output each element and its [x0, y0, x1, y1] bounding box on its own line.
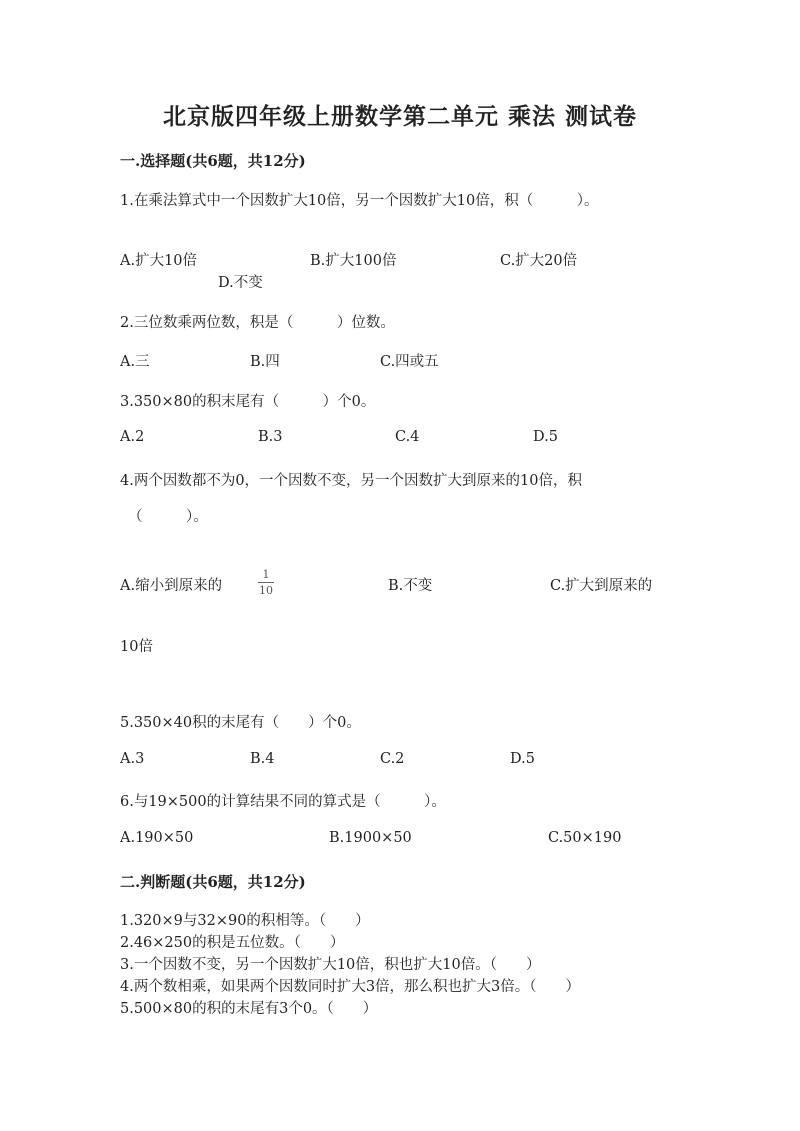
q2-option-b: B.四 [250, 354, 280, 370]
question-3: 3.350×80的积末尾有（ ）个0。 [120, 394, 376, 410]
tf-item-4: 4.两个数相乘，如果两个因数同时扩大3倍，那么积也扩大3倍。（ ） [120, 979, 581, 995]
fraction-numerator: 1 [262, 568, 270, 581]
q6-option-c: C.50×190 [548, 830, 622, 846]
q5-option-c: C.2 [380, 751, 405, 767]
tf-item-5: 5.500×80的积的末尾有3个0。（ ） [120, 1001, 378, 1017]
q1-option-d: D.不变 [218, 275, 263, 291]
q3-option-b: B.3 [258, 429, 283, 445]
q2-option-a: A.三 [120, 354, 150, 370]
page-title: 北京版四年级上册数学第二单元 乘法 测试卷 [162, 103, 637, 130]
question-5: 5.350×40积的末尾有（ ）个0。 [120, 715, 361, 731]
q1-option-a: A.扩大10倍 [120, 253, 198, 269]
question-4: 4.两个因数都不为0，一个因数不变，另一个因数扩大到原来的10倍，积 [120, 473, 583, 489]
q5-option-a: A.3 [120, 751, 145, 767]
q5-option-b: B.4 [250, 751, 275, 767]
question-6: 6.与19×500的计算结果不同的算式是（ ）。 [120, 794, 446, 810]
q2-option-c: C.四或五 [380, 354, 439, 370]
question-2: 2.三位数乘两位数，积是（ ）位数。 [120, 315, 395, 331]
tf-item-1: 1.320×9与32×90的积相等。（ ） [120, 913, 370, 929]
q1-option-c: C.扩大20倍 [500, 253, 578, 269]
q5-option-d: D.5 [510, 751, 535, 767]
fraction-one-tenth [258, 568, 274, 597]
q6-option-a: A.190×50 [120, 830, 194, 846]
q4-option-b: B.不变 [388, 578, 433, 594]
question-1: 1.在乘法算式中一个因数扩大10倍，另一个因数扩大10倍，积（ ）。 [120, 193, 599, 209]
tf-item-3: 3.一个因数不变，另一个因数扩大10倍，积也扩大10倍。（ ） [120, 957, 541, 973]
question-4-continued: （ ）。 [128, 509, 208, 525]
q6-option-b: B.1900×50 [329, 830, 412, 846]
q3-option-a: A.2 [120, 429, 145, 445]
q4-option-c: C.扩大到原来的 [550, 578, 653, 594]
q4-option-a: A.缩小到原来的 [120, 578, 223, 594]
section-heading-true-false: 二.判断题(共6题，共12分) [120, 873, 306, 891]
fraction-denominator: 10 [259, 584, 273, 597]
q3-option-d: D.5 [533, 429, 558, 445]
fraction-bar [258, 582, 274, 583]
q3-option-c: C.4 [395, 429, 420, 445]
tf-item-2: 2.46×250的积是五位数。（ ） [120, 935, 345, 951]
q4-option-c-continued: 10倍 [120, 639, 153, 655]
q1-option-b: B.扩大100倍 [310, 253, 397, 269]
section-heading-choice: 一.选择题(共6题，共12分) [120, 152, 306, 170]
